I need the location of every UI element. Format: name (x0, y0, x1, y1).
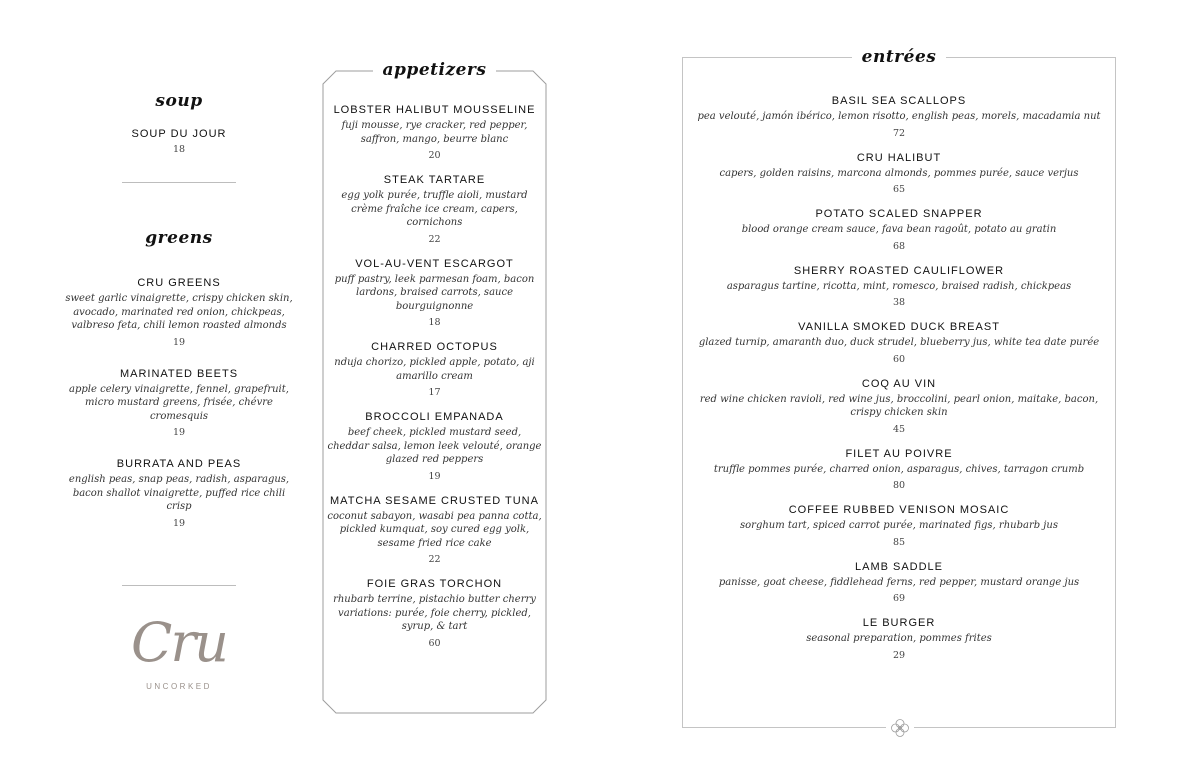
menu-item-name: BURRATA AND PEAS (116, 458, 242, 470)
menu-item-price: 65 (892, 184, 906, 195)
section-divider (122, 182, 236, 183)
menu-item-price: 72 (892, 127, 906, 139)
menu-item (62, 458, 296, 529)
soup-item (110, 128, 248, 155)
menu-item-description: pea velouté, jamón ibérico, lemon risotto, english peas, morels, macadamia nut (697, 111, 1101, 122)
menu-item-name: SOUP DU JOUR (131, 128, 227, 140)
menu-item-description: blood orange cream sauce, fava bean ragoût, potato au gratin (741, 224, 1057, 235)
menu-item-price: 18 (428, 317, 441, 328)
menu-item (691, 378, 1107, 435)
menu-item (326, 341, 543, 398)
menu-item (62, 368, 296, 439)
menu-item-price: 18 (172, 144, 186, 155)
menu-item-price: 20 (428, 150, 441, 161)
menu-item (691, 152, 1107, 196)
menu-item-price: 22 (428, 554, 441, 565)
menu-item-price: 19 (428, 470, 441, 482)
menu-item-description: panisse, goat cheese, fiddlehead ferns, red pepper, mustard orange jus (718, 576, 1080, 588)
menu-item-name: FILET AU POIVRE (845, 447, 953, 460)
soup-section-title: soup (155, 91, 203, 111)
menu-item-description: sweet garlic vinaigrette, crispy chicken skin, avocado, marinated red onion, chickpeas, valbreso feta, chili lemon roasted almonds (65, 293, 293, 331)
menu-item-description: truffle pommes purée, charred onion, asparagus, chives, tarragon crumb (713, 463, 1085, 475)
menu-item-name: CHARRED OCTOPUS (371, 341, 498, 353)
menu-item-price: 19 (172, 336, 186, 348)
menu-item-name: CRU HALIBUT (856, 151, 942, 164)
menu-item-price: 45 (892, 423, 906, 435)
restaurant-logo (120, 608, 238, 691)
entrees-section-title: entrées (683, 47, 1115, 67)
menu-item-name: STEAK TARTARE (383, 174, 486, 186)
menu-item-description: beef cheek, pickled mustard seed, cheddar salsa, lemon leek velouté, orange glazed red peppers (327, 427, 542, 465)
menu-item-description: sorghum tart, spiced carrot purée, marinated figs, rhubarb jus (740, 520, 1058, 531)
menu-item-description: fuji mousse, rye cracker, red pepper, saffron, mango, beurre blanc (341, 120, 528, 145)
menu-item (691, 617, 1107, 661)
entrees-list (691, 95, 1107, 674)
menu-item-price: 38 (892, 297, 906, 308)
menu-item-price: 19 (172, 517, 186, 529)
menu-item (691, 208, 1107, 252)
menu-item-description: glazed turnip, amaranth duo, duck strudel, blueberry jus, white tea date purée (698, 337, 1100, 348)
menu-item-name: SHERRY ROASTED CAULIFLOWER (793, 264, 1005, 277)
menu-item-description: apple celery vinaigrette, fennel, grapefruit, micro mustard greens, frisée, chévre cromesquis (69, 383, 289, 422)
menu-item-name: VANILLA SMOKED DUCK BREAST (798, 321, 1000, 333)
menu-item-price: 69 (892, 593, 906, 604)
section-divider (122, 585, 236, 586)
menu-item-description: red wine chicken ravioli, red wine jus, broccolini, pearl onion, maitake, bacon, crispy chicken skin (699, 393, 1099, 418)
menu-item-price: 60 (892, 353, 906, 365)
menu-item (691, 95, 1107, 139)
menu-item (326, 578, 543, 649)
menu-item-name: FOIE GRAS TORCHON (366, 578, 503, 590)
greens-section-title: greens (145, 228, 213, 248)
menu-item-price: 85 (892, 536, 906, 548)
menu-item (691, 561, 1107, 605)
menu-item-price: 29 (892, 649, 906, 661)
menu-item (326, 495, 543, 566)
menu-item-description: nduja chorizo, pickled apple, potato, aji amarillo cream (334, 357, 535, 382)
menu-item-price: 22 (428, 233, 441, 245)
menu-item-name: COFFEE RUBBED VENISON MOSAIC (788, 504, 1010, 516)
entrees-panel (682, 47, 1116, 728)
menu-item-price: 80 (892, 480, 906, 491)
menu-item (326, 258, 543, 329)
menu-item-name: LE BURGER (862, 617, 936, 629)
menu-item (326, 104, 543, 161)
menu-item-price: 68 (892, 240, 906, 252)
menu-item-name: VOL-AU-VENT ESCARGOT (355, 257, 514, 270)
menu-item (691, 448, 1107, 492)
menu-item-description: seasonal preparation, pommes frites (806, 633, 992, 644)
appetizers-section-title: appetizers (322, 60, 547, 80)
logo-subtitle: UNCORKED (146, 682, 212, 691)
menu-item-name: COQ AU VIN (861, 377, 937, 390)
logo-script-mark: Cru (131, 611, 227, 674)
menu-item (691, 321, 1107, 365)
menu-item-description: asparagus tartine, ricotta, mint, romesco, braised radish, chickpeas (726, 280, 1072, 292)
flower-ornament-icon (886, 715, 914, 741)
menu-item-description: capers, golden raisins, marcona almonds, pommes purée, sauce verjus (719, 167, 1079, 179)
menu-item (62, 277, 296, 348)
menu-item-name: MATCHA SESAME CRUSTED TUNA (330, 494, 539, 507)
menu-item-price: 17 (428, 387, 441, 398)
menu-item-price: 60 (428, 637, 441, 649)
menu-item-description: english peas, snap peas, radish, asparagus, bacon shallot vinaigrette, puffed rice chili crisp (68, 474, 290, 512)
menu-item-price: 19 (172, 427, 186, 438)
menu-item-description: egg yolk purée, truffle aioli, mustard crème fraîche ice cream, capers, cornichons (341, 190, 528, 228)
appetizers-panel (322, 60, 547, 714)
menu-item (326, 411, 543, 482)
menu-item-name: BASIL SEA SCALLOPS (831, 95, 967, 107)
menu-item-description: coconut sabayon, wasabi pea panna cotta, pickled kumquat, soy cured egg yolk, sesame fried rice cake (327, 510, 542, 549)
menu-item (691, 504, 1107, 548)
menu-item-description: rhubarb terrine, pistachio butter cherry variations: purée, foie cherry, pickled, syrup, & tart (333, 594, 536, 632)
menu-item-description: puff pastry, leek parmesan foam, bacon lardons, braised carrots, sauce bourguignonne (334, 273, 535, 312)
greens-list (62, 277, 296, 549)
menu-item (326, 174, 543, 245)
menu-item-name: POTATO SCALED SNAPPER (815, 208, 983, 220)
appetizers-list (326, 104, 543, 662)
menu-item-name: CRU GREENS (137, 277, 221, 289)
menu-item-name: BROCCOLI EMPANADA (365, 411, 504, 423)
menu-item (691, 265, 1107, 309)
menu-item-name: LOBSTER HALIBUT MOUSSELINE (333, 104, 536, 116)
menu-item-name: LAMB SADDLE (854, 560, 944, 573)
menu-item-name: MARINATED BEETS (119, 367, 239, 380)
